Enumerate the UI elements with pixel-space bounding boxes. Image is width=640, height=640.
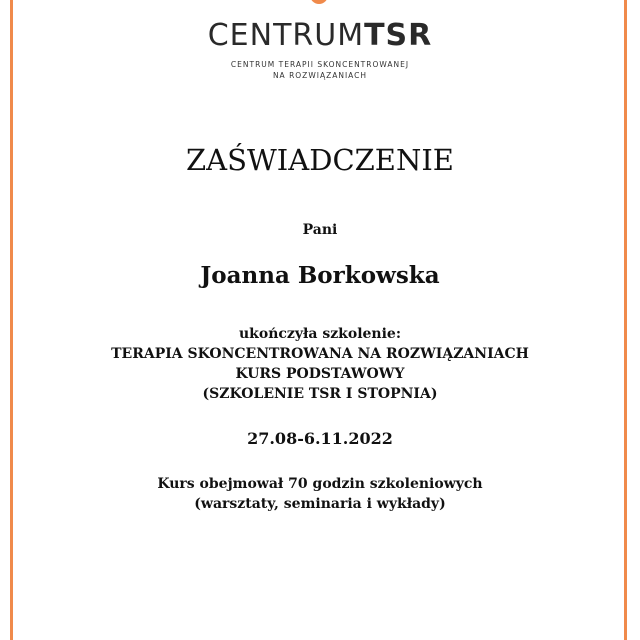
logo-subtitle-line1: CENTRUM TERAPII SKONCENTROWANEJ — [230, 60, 410, 69]
course-dates: 27.08-6.11.2022 — [247, 429, 393, 448]
certificate-title: ZAŚWIADCZENIE — [186, 143, 454, 177]
logo-subtitle-line2: NA ROZWIĄZANIACH — [272, 71, 368, 80]
salutation: Pani — [302, 222, 338, 238]
left-border — [10, 0, 13, 640]
recipient-name: Joanna Borkowska — [200, 262, 440, 289]
logo — [0, 16, 640, 56]
logo-mark-icon — [310, 0, 328, 4]
course-hours-line2: (warsztaty, seminaria i wykłady) — [194, 496, 446, 512]
course-title-line1: TERAPIA SKONCENTROWANA NA ROZWIĄZANIACH — [111, 346, 529, 362]
logo-name-light: CENTRUM — [207, 18, 365, 53]
right-border — [624, 0, 627, 640]
course-title-line2: KURS PODSTAWOWY — [235, 366, 405, 382]
course-title-line3: (SZKOLENIE TSR I STOPNIA) — [202, 386, 438, 402]
course-hours-line1: Kurs obejmował 70 godzin szkoleniowych — [157, 476, 483, 492]
completed-text: ukończyła szkolenie: — [238, 326, 401, 342]
logo-name-bold: TSR — [364, 18, 433, 53]
